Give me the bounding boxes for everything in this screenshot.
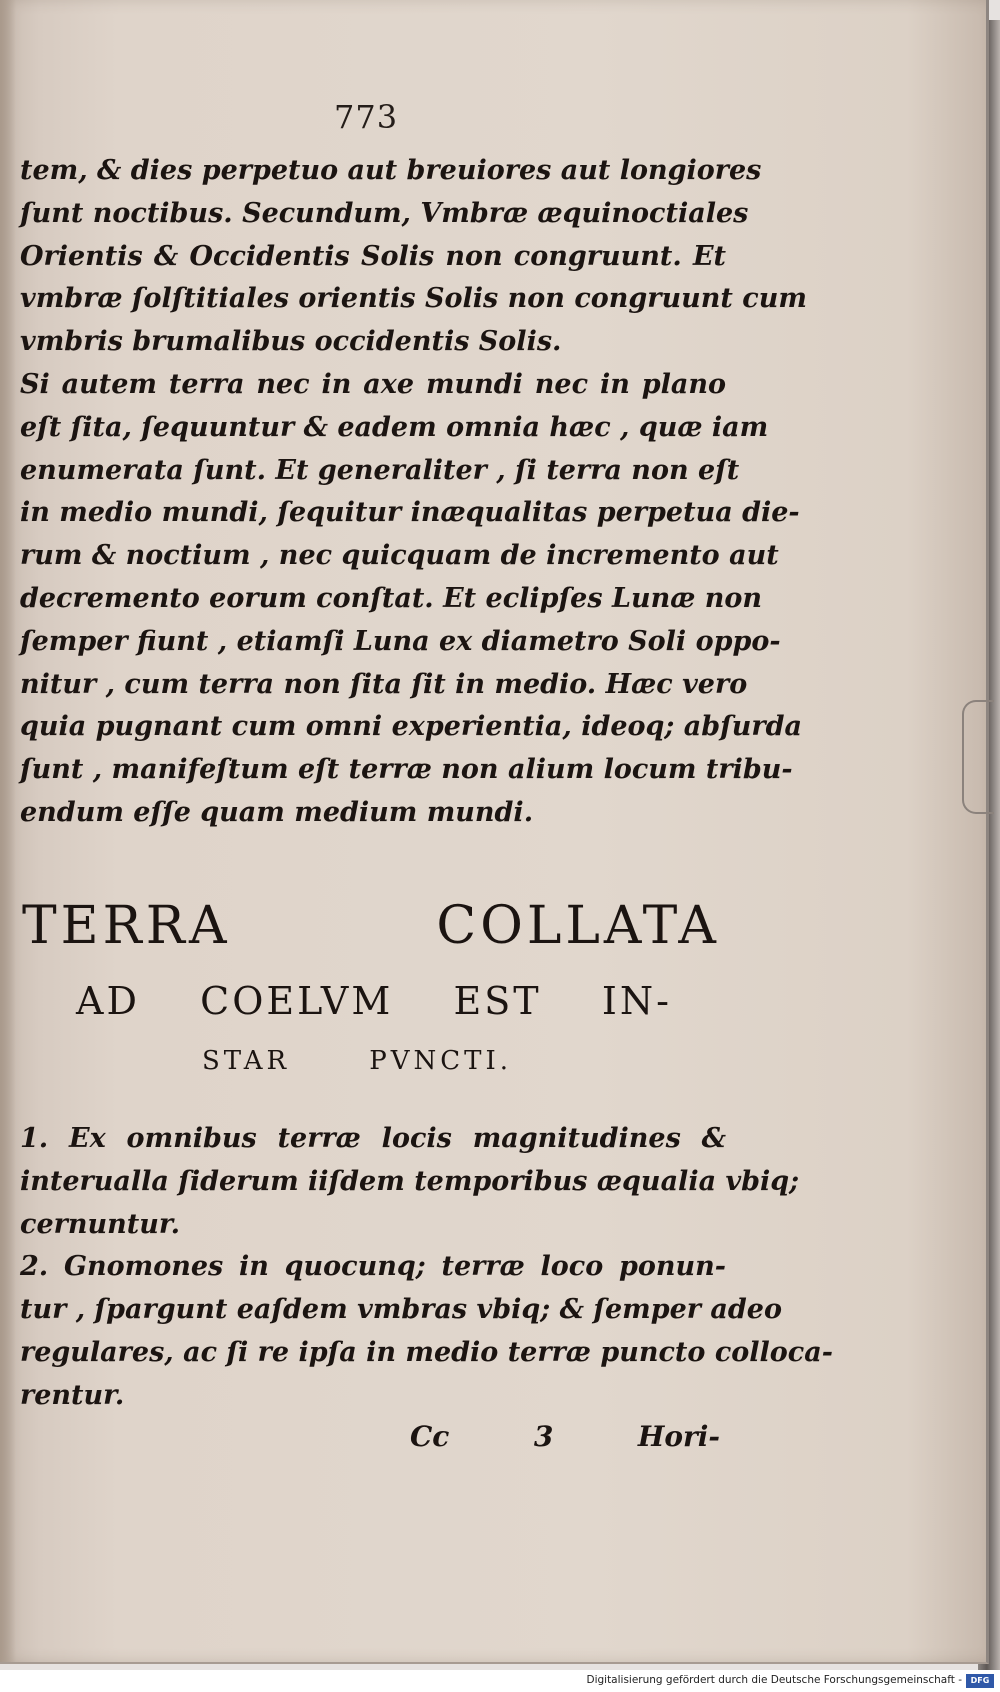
text-line: eſt ſita, ſequuntur & eadem omnia hæc , quæ iam <box>20 411 769 443</box>
bookmark-tab <box>962 700 994 814</box>
credit-bar <box>0 1670 1000 1692</box>
text-line: rum & noctium , nec quicquam de incremento aut <box>20 540 779 572</box>
text-line: cernuntur. <box>20 1208 180 1240</box>
text-line: nitur , cum terra non ſita ſit in medio. Hæc vero <box>20 668 748 700</box>
text-line: rentur. <box>20 1379 125 1411</box>
text-line: enumerata ſunt. Et generaliter , ſi terra non eſt <box>20 454 740 486</box>
catchword: Hori- <box>637 1420 720 1453</box>
section-text <box>20 1118 833 1418</box>
text-line: tur , ſpargunt eaſdem vmbras vbiq; & ſemper adeo <box>20 1294 782 1326</box>
text-line: ſunt , manifeſtum eſt terræ non alium locum tribu- <box>20 754 793 786</box>
text-line: tem, & dies perpetuo aut breuiores aut longiores <box>20 155 762 186</box>
text-line: ſunt noctibus. Secundum, Vmbræ æquinoctiales <box>20 197 749 229</box>
text-line: in medio mundi, ſequitur inæqualitas perpetua die- <box>20 497 800 529</box>
text-line: quia pugnant cum omni experientia, ideoq; abſurda <box>20 711 803 743</box>
text-line: decremento eorum conſtat. Et eclipſes Lunæ non <box>20 582 763 614</box>
catchword-line <box>410 1420 720 1453</box>
dfg-logo-icon: DFG <box>966 1674 994 1688</box>
text-line: ſemper fiunt , etiamſi Luna ex diametro Soli oppo- <box>20 625 781 657</box>
signature-number: 3 <box>533 1420 554 1453</box>
text-line: vmbris brumalibus occidentis Solis. <box>20 326 562 358</box>
text-line: regulares, ac ſi re ipſa in medio terræ puncto colloca- <box>20 1336 833 1368</box>
text-line: interualla ſiderum iiſdem temporibus æqualia vbiq; <box>20 1165 800 1197</box>
text-line: endum eſſe quam medium mundi. <box>20 796 534 828</box>
section-heading-line-3: STAR PVNCTI. <box>202 1046 512 1076</box>
text-line: 2. Gnomones in quocunq; terræ loco ponun- <box>20 1251 726 1283</box>
text-line: vmbræ ſolſtitiales orientis Solis non congruunt cum <box>20 283 807 315</box>
section-heading-line-2: AD COELVM EST IN- <box>76 979 672 1023</box>
funding-credit: Digitalisierung gefördert durch die Deutsche Forschungsgemeinschaft - <box>586 1674 962 1686</box>
page-number: 773 <box>334 98 399 136</box>
signature-mark: Cc <box>410 1420 450 1453</box>
text-line: Si autem terra nec in axe mundi nec in plano <box>20 368 726 400</box>
text-line: 1. Ex omnibus terræ locis magnitudines & <box>20 1123 726 1154</box>
section-heading-line-1: TERRA COLLATA <box>22 896 720 956</box>
page-gutter <box>0 0 16 1662</box>
body-text <box>20 150 807 835</box>
text-line: Orientis & Occidentis Solis non congruunt. Et <box>20 240 726 272</box>
